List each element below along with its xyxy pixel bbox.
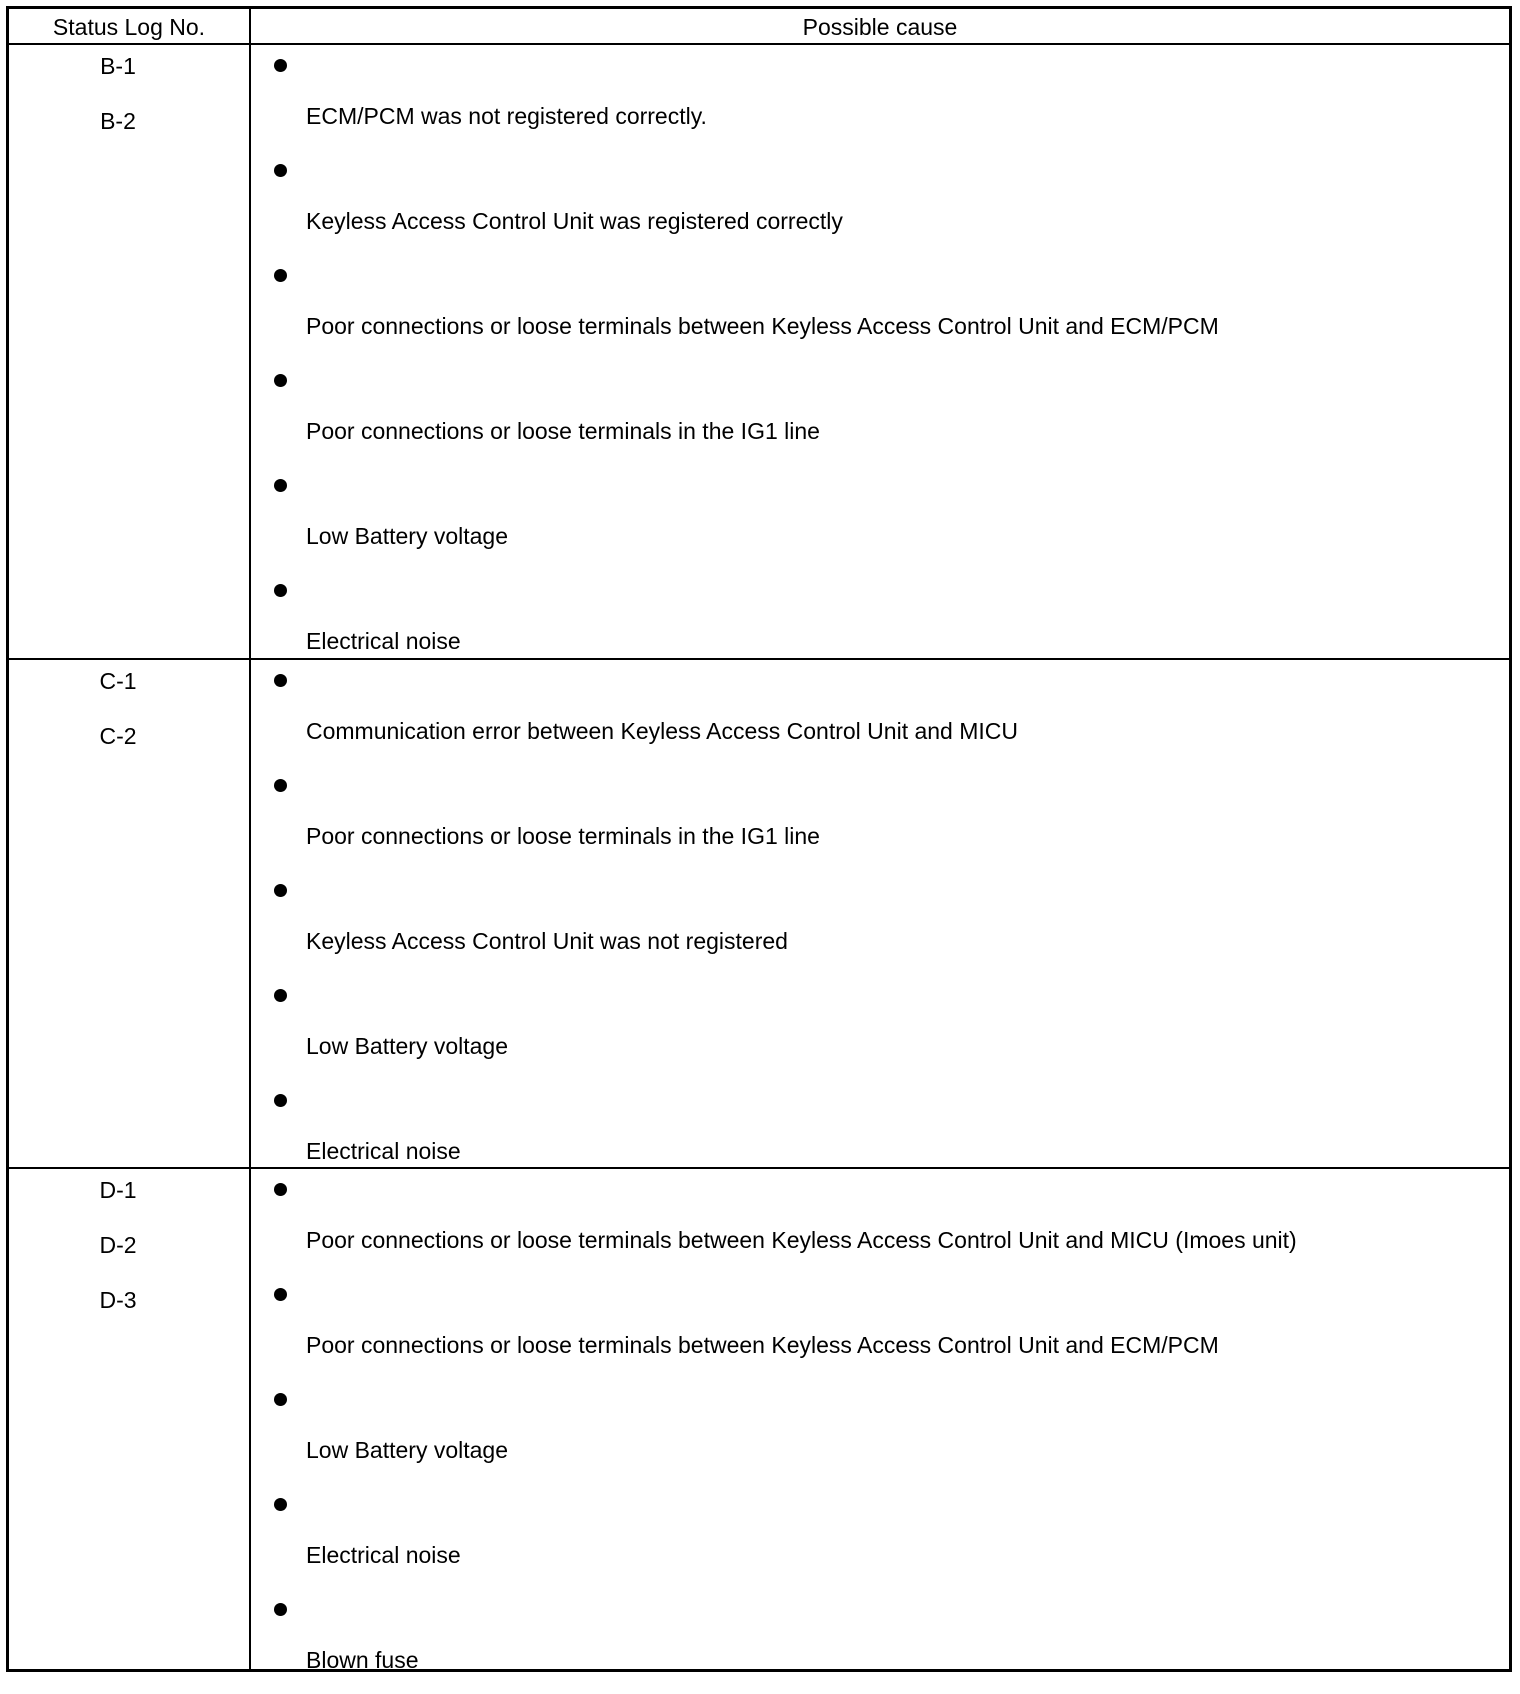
bullet-icon (274, 884, 287, 897)
cause-text: Low Battery voltage (306, 1437, 509, 1463)
cause-list (251, 45, 1509, 675)
cause-text: Keyless Access Control Unit was registered correctly (306, 208, 843, 234)
bullet-icon (274, 584, 287, 597)
list-item (251, 1589, 1509, 1694)
list-item (251, 255, 1509, 360)
list-item (251, 465, 1509, 570)
bullet-icon (274, 1498, 287, 1511)
list-item (251, 1379, 1509, 1484)
cause-text: Poor connections or loose terminals in the IG1 line (306, 823, 820, 849)
status-code: B-2 (100, 108, 136, 134)
cause-text: Keyless Access Control Unit was not registered (306, 928, 788, 954)
cause-text: ECM/PCM was not registered correctly. (306, 103, 707, 129)
list-item (251, 1274, 1509, 1379)
bullet-icon (274, 1603, 287, 1616)
bullet-icon (274, 374, 287, 387)
status-code: D-3 (99, 1287, 137, 1313)
bullet-icon (274, 1183, 287, 1196)
status-codes (9, 45, 249, 155)
status-code: D-1 (99, 1177, 137, 1203)
status-codes (9, 660, 249, 770)
cause-text: Electrical noise (306, 1138, 461, 1164)
list-item (251, 870, 1509, 975)
header-status-log-no: Status Log No. (52, 14, 206, 40)
cause-list (251, 1169, 1509, 1694)
status-code: B-1 (100, 53, 136, 79)
status-codes (9, 1169, 249, 1334)
status-code: D-2 (99, 1232, 137, 1258)
list-item (251, 360, 1509, 465)
bullet-icon (274, 269, 287, 282)
list-item (251, 150, 1509, 255)
cause-list (251, 660, 1509, 1185)
list-item (251, 45, 1509, 150)
bullet-icon (274, 1288, 287, 1301)
cause-text: Poor connections or loose terminals between Keyless Access Control Unit and ECM/PCM (306, 1332, 1219, 1358)
bullet-icon (274, 59, 287, 72)
cause-text: Electrical noise (306, 1542, 461, 1568)
cause-text: Blown fuse (306, 1647, 419, 1673)
cause-text: Poor connections or loose terminals in the IG1 line (306, 418, 820, 444)
table-row-group-c (9, 660, 1509, 1169)
bullet-icon (274, 779, 287, 792)
list-item (251, 1169, 1509, 1274)
list-item (251, 660, 1509, 765)
status-code: C-2 (99, 723, 137, 749)
cause-text: Poor connections or loose terminals between Keyless Access Control Unit and MICU (Imoes unit) (306, 1227, 1297, 1253)
header-possible-cause: Possible cause (802, 14, 958, 40)
cause-text: Low Battery voltage (306, 523, 509, 549)
table-row-group-b (9, 45, 1509, 660)
table-row-group-d (9, 1169, 1509, 1673)
cause-text: Poor connections or loose terminals between Keyless Access Control Unit and ECM/PCM (306, 313, 1219, 339)
list-item (251, 975, 1509, 1080)
bullet-icon (274, 164, 287, 177)
bullet-icon (274, 1094, 287, 1107)
bullet-icon (274, 1393, 287, 1406)
list-item (251, 1484, 1509, 1589)
status-log-table (6, 6, 1512, 1672)
status-code: C-1 (99, 668, 137, 694)
bullet-icon (274, 479, 287, 492)
cause-text: Communication error between Keyless Access Control Unit and MICU (306, 718, 1019, 744)
table-header (9, 9, 1509, 45)
list-item (251, 765, 1509, 870)
cause-text: Electrical noise (306, 628, 461, 654)
cause-text: Low Battery voltage (306, 1033, 509, 1059)
bullet-icon (274, 989, 287, 1002)
bullet-icon (274, 674, 287, 687)
